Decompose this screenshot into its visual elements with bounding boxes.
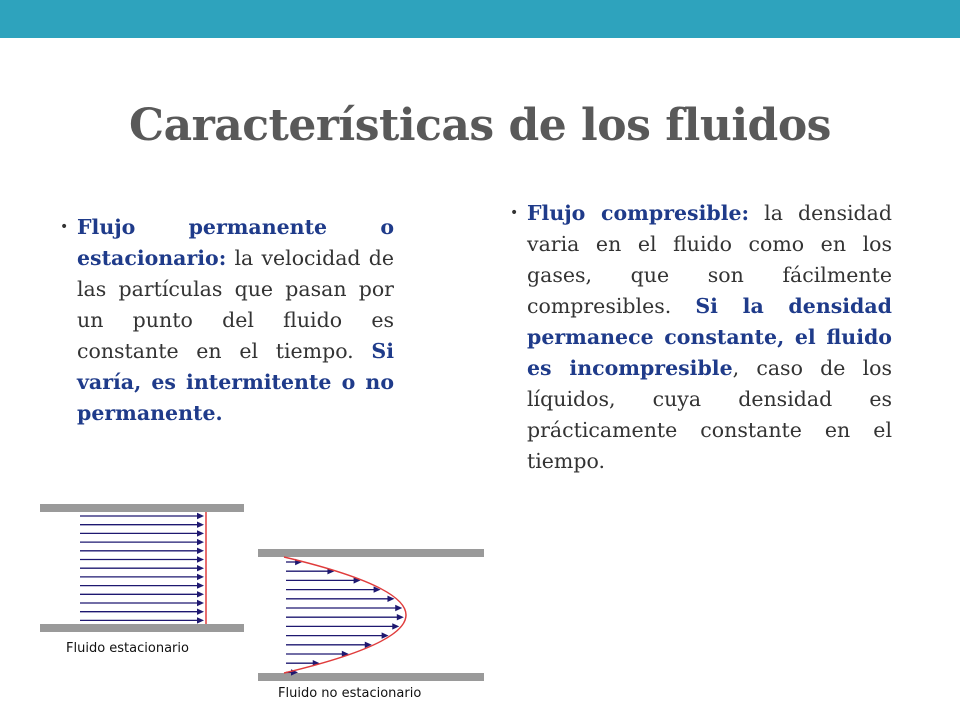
velocity-arrowhead-icon [197,582,204,588]
unsteady-flow-diagram [258,545,486,710]
bullet-marker-icon: • [60,219,69,235]
steady-flow-caption: Fluido estacionario [66,641,189,656]
bullet-steady-flow-paragraph [60,212,394,429]
slide-title: Características de los fluidos [129,100,831,151]
velocity-arrowhead-icon [197,522,204,528]
steady-flow-emphasis: Si varía, es intermitente o no permanente. [77,339,394,425]
bullet-steady-flow [60,212,394,429]
steady-flow-heading: Flujo permanente o estacionario: [77,215,394,270]
top-wall [258,549,484,557]
velocity-arrows [80,513,204,624]
bottom-wall [40,624,244,632]
velocity-arrowhead-icon [197,609,204,615]
bullet-compressible-flow [510,198,892,477]
bullet-marker-icon: • [510,205,519,221]
top-wall [40,504,244,512]
velocity-arrowhead-icon [197,574,204,580]
velocity-arrowhead-icon [395,605,402,611]
velocity-arrowhead-icon [197,565,204,571]
velocity-arrowhead-icon [197,600,204,606]
bullet-compressible-paragraph [510,198,892,477]
velocity-profile-curve [284,557,406,673]
steady-flow-diagram [40,500,245,665]
unsteady-flow-caption: Fluido no estacionario [278,686,422,701]
velocity-arrowhead-icon [197,556,204,562]
velocity-arrowhead-icon [392,623,399,629]
velocity-arrowhead-icon [197,548,204,554]
compressible-flow-heading: Flujo compresible: [527,201,750,225]
velocity-arrows [286,559,404,676]
velocity-arrowhead-icon [197,539,204,545]
velocity-arrowhead-icon [197,617,204,623]
velocity-arrowhead-icon [197,530,204,536]
velocity-arrowhead-icon [197,591,204,597]
velocity-arrowhead-icon [197,513,204,519]
top-accent-bar [0,0,960,38]
compressible-flow-text: la densidad varia en el fluido como en los gases, que son fácilmente compresibles. [527,201,892,318]
compressible-flow-text-end: , caso de los líquidos, cuya densidad es prácticamente constante en el tiempo. [527,356,892,473]
velocity-arrowhead-icon [397,614,404,620]
steady-flow-text: la velocidad de las partículas que pasan por un punto del fluido es constante en el tiempo. [77,246,394,363]
compressible-flow-emphasis: Si la densidad permanece constante, el fluido es incompresible [527,294,892,380]
